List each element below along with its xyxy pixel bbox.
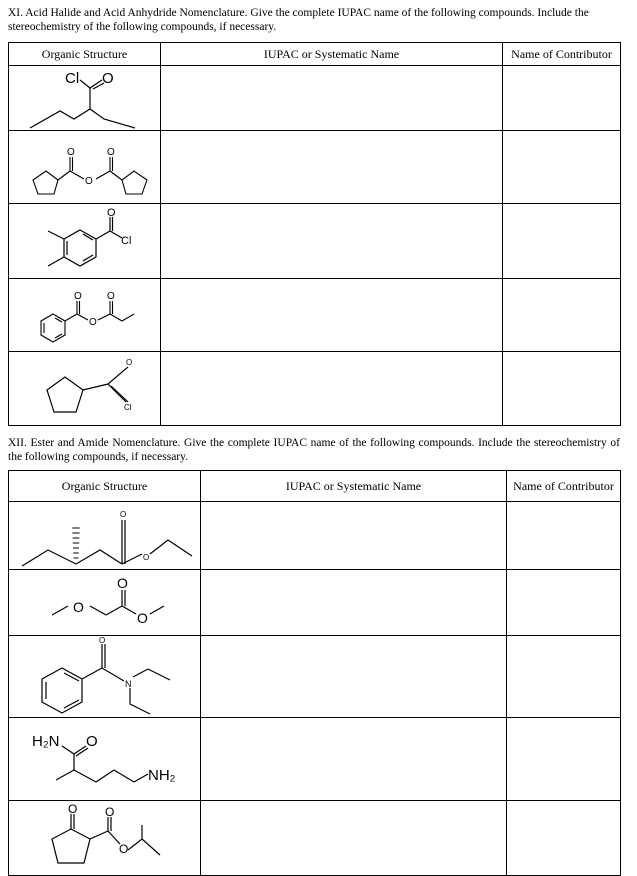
o-atom-label: O <box>106 147 115 158</box>
table-row <box>9 718 621 801</box>
molecule-mixed-anhydride <box>10 279 160 351</box>
acid-halide-table <box>8 42 621 426</box>
cl-atom-label: Cl <box>64 70 79 87</box>
structure-cell <box>9 718 201 801</box>
structure-cell <box>9 66 161 131</box>
iupac-name-cell[interactable] <box>161 279 503 352</box>
o-atom-label: O <box>73 291 82 302</box>
header-iupac-name: IUPAC or Systematic Name <box>201 471 507 502</box>
o-atom-label: O <box>142 553 149 562</box>
o-atom-label: O <box>101 70 114 87</box>
iupac-name-cell[interactable] <box>201 502 507 570</box>
iupac-name-cell[interactable] <box>201 718 507 801</box>
contributor-cell[interactable] <box>507 636 621 718</box>
h2n-group-label: H₂N <box>31 733 59 750</box>
header-contributor: Name of Contributor <box>507 471 621 502</box>
iupac-name-cell[interactable] <box>161 204 503 279</box>
iupac-name-cell[interactable] <box>161 131 503 204</box>
molecule-anhydride-1 <box>10 131 160 203</box>
o-atom-label: O <box>98 636 105 645</box>
molecule-chiral-ester <box>10 502 200 569</box>
molecule-amino-amide <box>10 718 200 800</box>
o-atom-label: O <box>125 358 132 367</box>
section-12-title: XII. Ester and Amide Nomenclature. Give the complete IUPAC name of the following compounds. Include the stereochemistry of the following compounds, if necessary. <box>8 437 620 463</box>
iupac-name-cell[interactable] <box>201 570 507 636</box>
o-atom-label: O <box>106 291 115 302</box>
structure-cell <box>9 279 161 352</box>
cl-atom-label: Cl <box>123 403 132 412</box>
iupac-name-cell[interactable] <box>201 801 507 876</box>
header-organic-structure: Organic Structure <box>9 471 201 502</box>
structure-cell <box>9 502 201 570</box>
iupac-name-cell[interactable] <box>201 636 507 718</box>
table-row <box>9 131 621 204</box>
cl-atom-label: Cl <box>120 235 131 247</box>
o-atom-label: O <box>72 599 84 615</box>
table-row <box>9 66 621 131</box>
table-header-row <box>9 471 621 502</box>
table-row <box>9 204 621 279</box>
o-atom-label: O <box>67 802 77 816</box>
molecule-methoxy-ester <box>10 570 200 635</box>
contributor-cell[interactable] <box>507 502 621 570</box>
molecule-keto-ester <box>10 801 200 875</box>
iupac-name-cell[interactable] <box>161 66 503 131</box>
o-atom-label: O <box>118 842 128 856</box>
header-contributor: Name of Contributor <box>503 43 621 66</box>
structure-cell <box>9 636 201 718</box>
o-atom-label: O <box>85 733 98 750</box>
iupac-name-cell[interactable] <box>161 352 503 426</box>
structure-cell <box>9 570 201 636</box>
o-atom-label: O <box>84 176 93 187</box>
structure-cell <box>9 801 201 876</box>
contributor-cell[interactable] <box>503 279 621 352</box>
table-row <box>9 279 621 352</box>
nh2-group-label: NH₂ <box>147 767 175 784</box>
o-atom-label: O <box>106 207 116 219</box>
header-iupac-name: IUPAC or Systematic Name <box>161 43 503 66</box>
structure-cell <box>9 352 161 426</box>
contributor-cell[interactable] <box>503 66 621 131</box>
o-atom-label: O <box>104 805 114 819</box>
structure-cell <box>9 204 161 279</box>
contributor-cell[interactable] <box>507 718 621 801</box>
table-row <box>9 636 621 718</box>
structure-cell <box>9 131 161 204</box>
o-atom-label: O <box>119 510 126 519</box>
section-11-title: XI. Acid Halide and Acid Anhydride Nomenclature. Give the complete IUPAC name of the following compounds. Include the stereochemistry of the following compounds, if necessary. <box>8 7 589 33</box>
o-atom-label: O <box>66 147 75 158</box>
contributor-cell[interactable] <box>507 570 621 636</box>
molecule-diethylbenzamide <box>10 636 200 717</box>
contributor-cell[interactable] <box>503 204 621 279</box>
ester-amide-table <box>8 470 621 876</box>
o-atom-label: O <box>116 575 128 591</box>
table-row <box>9 801 621 876</box>
table-row <box>9 352 621 426</box>
molecule-benzoyl-chloride <box>10 204 160 278</box>
table-header-row <box>9 43 621 66</box>
molecule-acyl-chloride-1 <box>10 66 160 130</box>
contributor-cell[interactable] <box>503 352 621 426</box>
table-row <box>9 570 621 636</box>
o-atom-label: O <box>88 317 97 328</box>
contributor-cell[interactable] <box>507 801 621 876</box>
n-atom-label: N <box>124 679 131 689</box>
contributor-cell[interactable] <box>503 131 621 204</box>
header-organic-structure: Organic Structure <box>9 43 161 66</box>
o-atom-label: O <box>136 610 148 626</box>
table-row <box>9 502 621 570</box>
molecule-cyclopentyl-acid-chloride <box>10 352 160 425</box>
